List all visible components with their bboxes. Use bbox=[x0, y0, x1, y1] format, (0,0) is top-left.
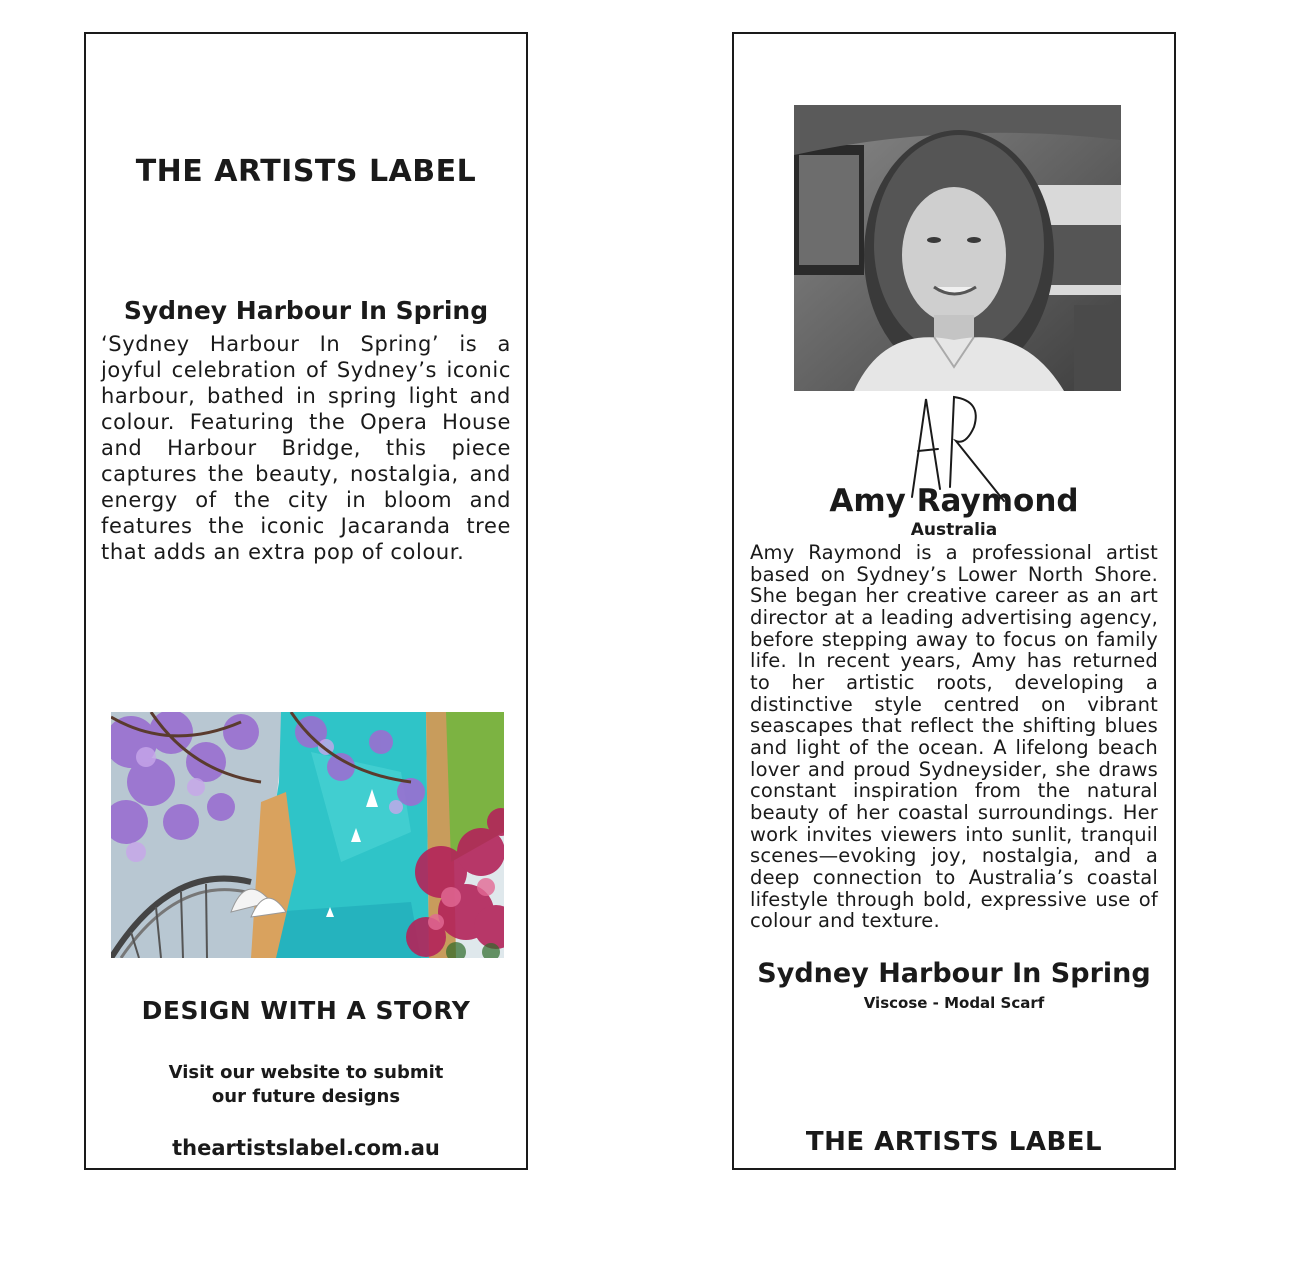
back-card bbox=[732, 32, 1176, 1170]
brand-title: THE ARTISTS LABEL bbox=[805, 1127, 1103, 1157]
website-link[interactable]: theartistslabel.com.au bbox=[172, 1136, 440, 1160]
submit-text bbox=[86, 1061, 526, 1109]
artist-name: Amy Raymond bbox=[829, 483, 1079, 519]
submit-line-1: Visit our website to submit bbox=[168, 1062, 444, 1083]
brand-title: THE ARTISTS LABEL bbox=[135, 154, 477, 189]
design-description: ‘Sydney Harbour In Spring’ is a joyful celebration of Sydney’s iconic harbour, bathed in spring light and colour. Featuring the Opera House and Harbour Bridge, this piece captures the beauty, nostalgia, and energy of the city in bloom and features the iconic Jacaranda tree that adds an extra pop of colour. bbox=[101, 332, 511, 564]
artist-portrait bbox=[794, 105, 1121, 391]
submit-line-2: our future designs bbox=[211, 1086, 401, 1107]
artwork-image bbox=[111, 712, 504, 958]
design-title: Sydney Harbour In Spring bbox=[123, 296, 489, 325]
artist-country: Australia bbox=[910, 520, 998, 540]
product-material: Viscose - Modal Scarf bbox=[863, 994, 1045, 1012]
artist-bio: Amy Raymond is a professional artist based on Sydney’s Lower North Shore. She began her creative career as an art director at a leading advertising agency, before stepping away to focus on family life. In recent years, Amy has returned to her artistic roots, developing a distinctive style centred on vibrant seascapes that reflect the shifting blues and light of the ocean. A lifelong beach lover and proud Sydneysider, she draws constant inspiration from the natural beauty of her coastal surroundings. Her work invites viewers into sunlit, tranquil scenes—evoking joy, nostalgia, and a deep connection to Australia’s coastal lifestyle through bold, expressive use of colour and texture. bbox=[750, 541, 1158, 933]
front-card bbox=[84, 32, 528, 1170]
tagline: DESIGN WITH A STORY bbox=[141, 996, 471, 1025]
product-title: Sydney Harbour In Spring bbox=[757, 958, 1151, 989]
